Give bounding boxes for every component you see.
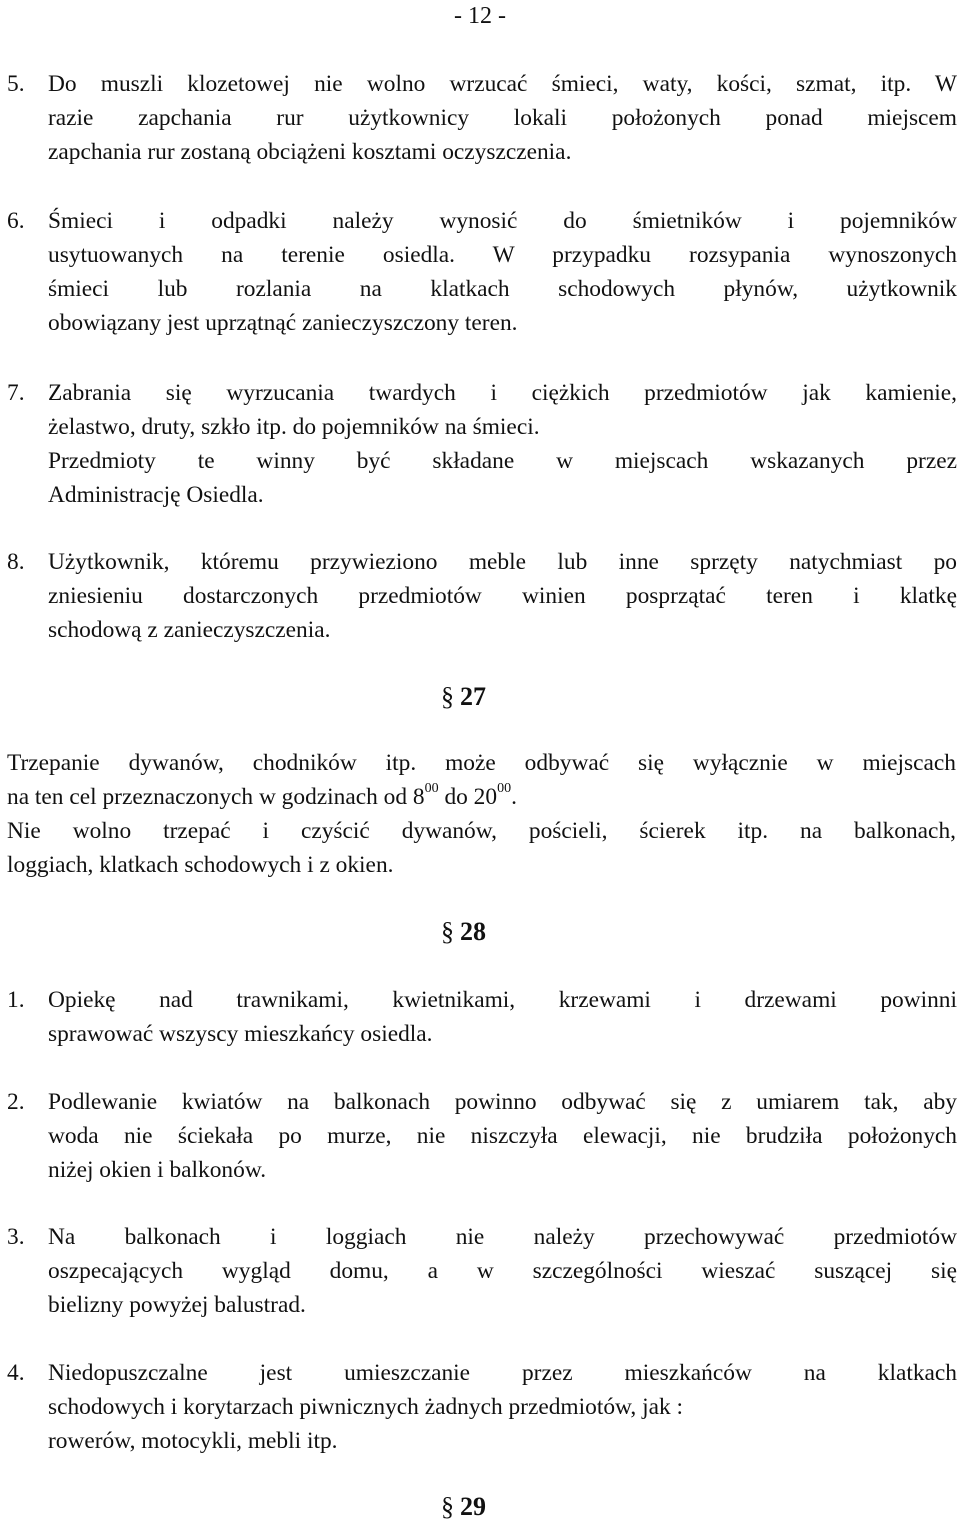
text-line: Na balkonach i loggiach nie należy przechowywać przedmiotów bbox=[48, 1224, 957, 1250]
text-line: Niedopuszczalne jest umieszczanie przez mieszkańców na klatkach bbox=[48, 1360, 957, 1386]
superscript: 00 bbox=[497, 781, 512, 797]
text-line: schodową z zanieczyszczenia. bbox=[48, 617, 331, 643]
list-item-number: 4. bbox=[7, 1360, 25, 1386]
text-line: obowiązany jest uprzątnąć zanieczyszczony teren. bbox=[48, 310, 518, 336]
list-item-number: 8. bbox=[7, 549, 25, 575]
text-line: zapchania rur zostaną obciążeni kosztami oczyszczenia. bbox=[48, 139, 572, 165]
text-line: Przedmioty te winny być składane w miejscach wskazanych przez bbox=[48, 448, 957, 474]
section-27-paragraph bbox=[7, 746, 956, 882]
text-line: śmieci lub rozlania na klatkach schodowych płynów, użytkownik bbox=[48, 276, 957, 302]
list-item-text bbox=[48, 983, 957, 1051]
section-number: 29 bbox=[460, 1492, 486, 1521]
text-line: Trzepanie dywanów, chodników itp. może odbywać się wyłącznie w miejscach bbox=[7, 750, 956, 776]
text-line: na ten cel przeznaczonych w godzinach od $8^{00}$ do $20^{00}$. bbox=[7, 781, 517, 810]
list-item-number: 1. bbox=[7, 987, 25, 1013]
text-line: Opiekę nad trawnikami, kwietnikami, krzewami i drzewami powinni bbox=[48, 987, 957, 1013]
section-sign: § bbox=[441, 917, 454, 946]
section-number: 28 bbox=[460, 917, 486, 946]
list-item-text bbox=[48, 1356, 957, 1458]
text-line: Zabrania się wyrzucania twardych i ciężkich przedmiotów jak kamienie, bbox=[48, 380, 957, 406]
list-item-number: 3. bbox=[7, 1224, 25, 1250]
list-item-number: 2. bbox=[7, 1089, 25, 1115]
list-item-number: 7. bbox=[7, 380, 25, 406]
text-line: razie zapchania rur użytkownicy lokali położonych ponad miejscem bbox=[48, 105, 957, 131]
list-item-text bbox=[48, 1085, 957, 1187]
list-item-text bbox=[48, 1220, 957, 1322]
text-line: zniesieniu dostarczonych przedmiotów winien posprzątać teren i klatkę bbox=[48, 583, 957, 609]
list-item-text bbox=[48, 376, 957, 512]
superscript: 00 bbox=[424, 781, 439, 797]
list-item-text bbox=[48, 545, 957, 647]
text-line: rowerów, motocykli, mebli itp. bbox=[48, 1428, 338, 1454]
text-line: niżej okien i balkonów. bbox=[48, 1157, 267, 1183]
text-line: Podlewanie kwiatów na balkonach powinno odbywać się z umiarem tak, aby bbox=[48, 1089, 957, 1115]
text-line: schodowych i korytarzach piwnicznych żadnych przedmiotów, jak : bbox=[48, 1394, 684, 1420]
list-item-text bbox=[48, 204, 957, 340]
text-line: Śmieci i odpadki należy wynosić do śmietników i pojemników bbox=[48, 208, 957, 234]
section-heading-28 bbox=[441, 915, 486, 949]
text-line: żelastwo, druty, szkło itp. do pojemników na śmieci. bbox=[48, 414, 540, 440]
text-line: Administrację Osiedla. bbox=[48, 482, 264, 508]
page-number: - 12 - bbox=[454, 3, 506, 29]
text-line: Do muszli klozetowej nie wolno wrzucać śmieci, waty, kości, szmat, itp. W bbox=[48, 71, 957, 97]
section-heading-29 bbox=[441, 1490, 486, 1524]
section-number: 27 bbox=[460, 682, 486, 711]
text-line: Użytkownik, któremu przywieziono meble lub inne sprzęty natychmiast po bbox=[48, 549, 957, 575]
text-line: sprawować wszyscy mieszkańcy osiedla. bbox=[48, 1021, 433, 1047]
text-line: usytuowanych na terenie osiedla. W przypadku rozsypania wynoszonych bbox=[48, 242, 957, 268]
section-sign: § bbox=[441, 682, 454, 711]
text-line: Nie wolno trzepać i czyścić dywanów, pościeli, ścierek itp. na balkonach, bbox=[7, 818, 956, 844]
text-line: oszpecających wygląd domu, a w szczególności wieszać suszącej się bbox=[48, 1258, 957, 1284]
list-item-number: 6. bbox=[7, 208, 25, 234]
section-sign: § bbox=[441, 1492, 454, 1521]
text-line: loggiach, klatkach schodowych i z okien. bbox=[7, 852, 394, 878]
list-item-number: 5. bbox=[7, 71, 25, 97]
section-heading-27 bbox=[441, 680, 486, 714]
text-line: bielizny powyżej balustrad. bbox=[48, 1292, 306, 1318]
list-item-text bbox=[48, 67, 957, 169]
text-line: woda nie ściekała po murze, nie niszczyła elewacji, nie brudziła położonych bbox=[48, 1123, 957, 1149]
